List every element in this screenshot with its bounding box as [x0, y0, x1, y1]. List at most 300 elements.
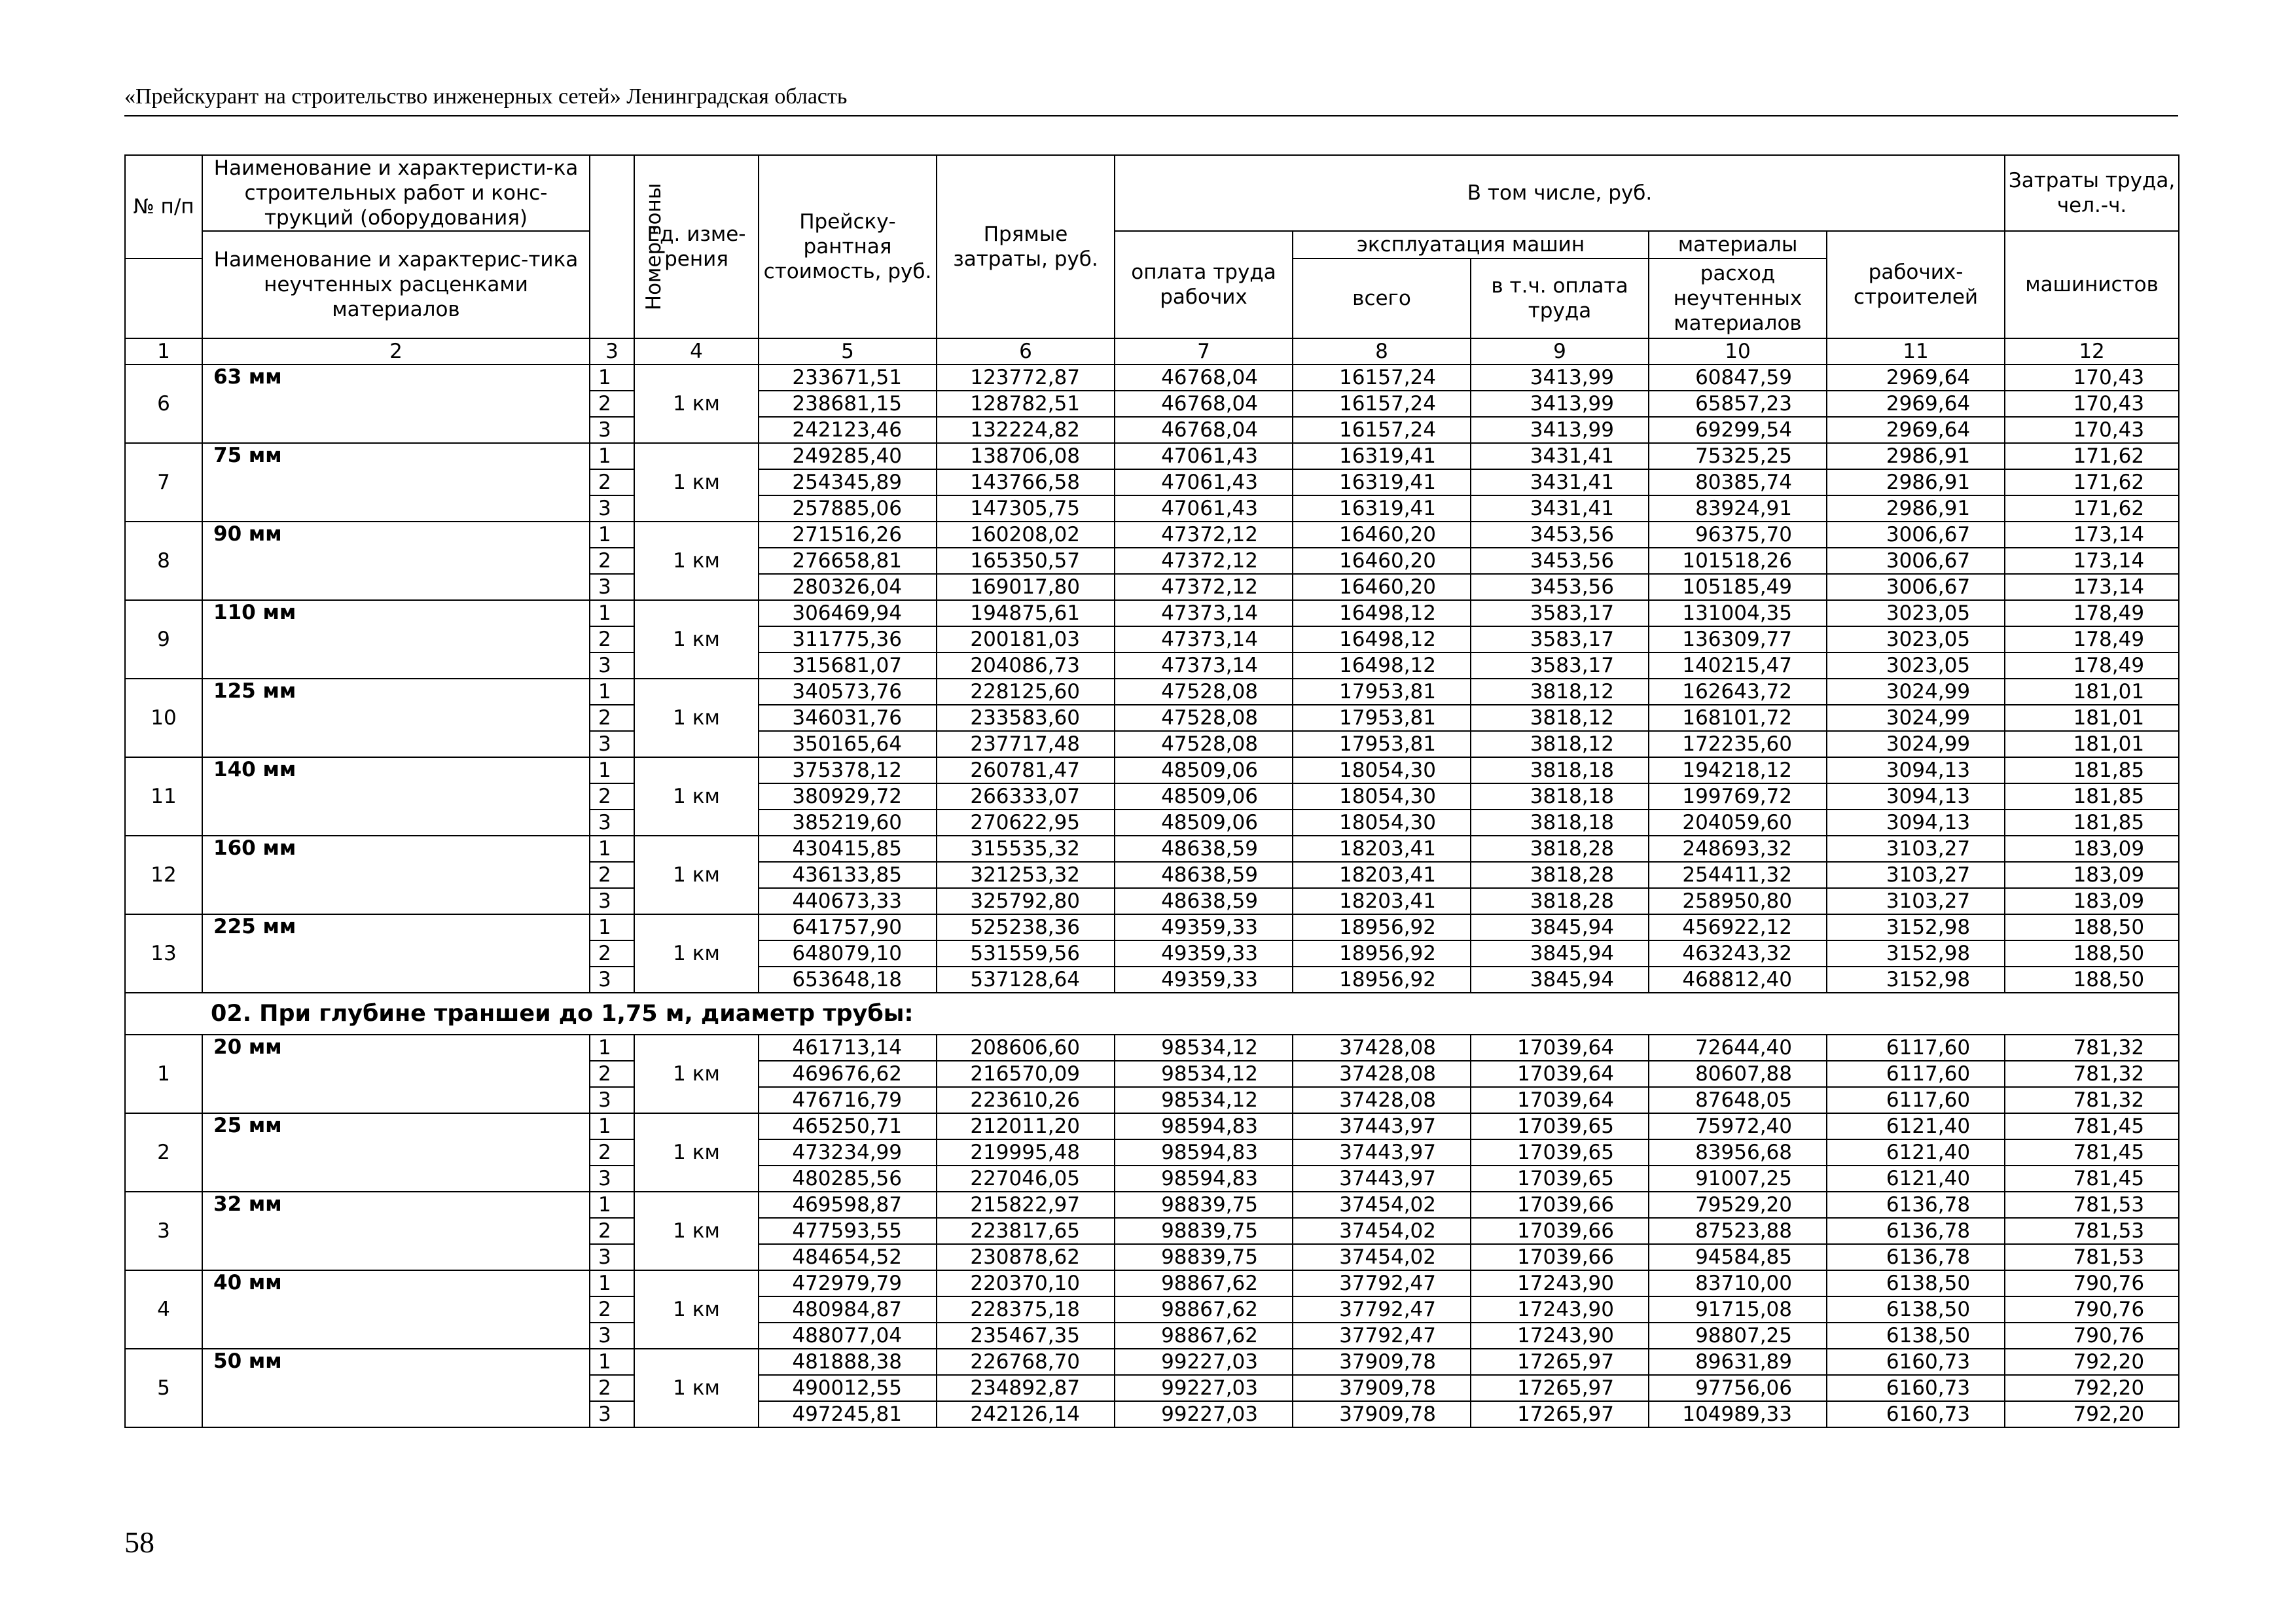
- machines-total-cell: 17953,81: [1293, 679, 1471, 705]
- materials-cell: 140215,47: [1649, 652, 1827, 679]
- unit: 1 км: [634, 679, 759, 757]
- column-number: 6: [937, 338, 1115, 365]
- zone-number: 2: [590, 548, 634, 574]
- zone-number: 1: [590, 914, 634, 940]
- price-cell: 311775,36: [759, 626, 937, 652]
- table-row: [125, 1113, 2179, 1139]
- labor-pay-cell: 49359,33: [1115, 967, 1293, 993]
- machines-labor-cell: 17243,90: [1471, 1296, 1649, 1323]
- price-cell: 430415,85: [759, 836, 937, 862]
- unit: 1 км: [634, 1192, 759, 1270]
- price-cell: 481888,38: [759, 1349, 937, 1375]
- workers-cell: 6121,40: [1827, 1139, 2005, 1166]
- machinists-cell: 183,09: [2005, 862, 2179, 888]
- machines-labor-cell: 3818,28: [1471, 836, 1649, 862]
- pipe-diameter: 75 мм: [202, 443, 590, 522]
- machines-total-cell: 18956,92: [1293, 940, 1471, 967]
- materials-cell: 468812,40: [1649, 967, 1827, 993]
- table-row: [125, 1035, 2179, 1061]
- machines-labor-cell: 3818,12: [1471, 731, 1649, 757]
- machinists-cell: 781,45: [2005, 1166, 2179, 1192]
- column-number: 11: [1827, 338, 2005, 365]
- workers-cell: 2969,64: [1827, 417, 2005, 443]
- machines-total-cell: 16460,20: [1293, 522, 1471, 548]
- machines-total-cell: 18956,92: [1293, 967, 1471, 993]
- machinists-cell: 188,50: [2005, 914, 2179, 940]
- direct-costs-cell: 525238,36: [937, 914, 1115, 940]
- machines-total-cell: 16498,12: [1293, 652, 1471, 679]
- unit: 1 км: [634, 757, 759, 836]
- zone-number: 1: [590, 443, 634, 469]
- workers-cell: 3103,27: [1827, 888, 2005, 914]
- workers-cell: 6138,50: [1827, 1323, 2005, 1349]
- direct-costs-cell: 208606,60: [937, 1035, 1115, 1061]
- table-row: [125, 1192, 2179, 1218]
- direct-costs-cell: 226768,70: [937, 1349, 1115, 1375]
- machines-total-cell: 16157,24: [1293, 365, 1471, 391]
- zone-number: 3: [590, 652, 634, 679]
- zone-number: 1: [590, 522, 634, 548]
- materials-cell: 91007,25: [1649, 1166, 1827, 1192]
- row-number: 7: [125, 443, 202, 522]
- direct-costs-cell: 216570,09: [937, 1061, 1115, 1087]
- direct-costs-cell: 537128,64: [937, 967, 1115, 993]
- row-number: 13: [125, 914, 202, 993]
- workers-cell: 3024,99: [1827, 679, 2005, 705]
- zone-number: 2: [590, 1139, 634, 1166]
- machinists-cell: 781,32: [2005, 1087, 2179, 1113]
- row-number: 5: [125, 1349, 202, 1427]
- machines-labor-cell: 3431,41: [1471, 443, 1649, 469]
- direct-costs-cell: 234892,87: [937, 1375, 1115, 1401]
- direct-costs-cell: 147305,75: [937, 495, 1115, 522]
- labor-pay-cell: 47528,08: [1115, 679, 1293, 705]
- table-row: [125, 522, 2179, 548]
- header-num: № п/п: [125, 155, 202, 259]
- row-number: 12: [125, 836, 202, 914]
- price-cell: 469676,62: [759, 1061, 937, 1087]
- labor-pay-cell: 98839,75: [1115, 1244, 1293, 1270]
- workers-cell: 6136,78: [1827, 1244, 2005, 1270]
- table-body-section-02: [125, 1035, 2179, 1427]
- materials-cell: 194218,12: [1649, 757, 1827, 783]
- workers-cell: 3024,99: [1827, 731, 2005, 757]
- pipe-diameter: 32 мм: [202, 1192, 590, 1270]
- machines-labor-cell: 3413,99: [1471, 365, 1649, 391]
- machines-total-cell: 16157,24: [1293, 391, 1471, 417]
- zone-number: 1: [590, 365, 634, 391]
- column-number: 1: [125, 338, 202, 365]
- labor-pay-cell: 47372,12: [1115, 522, 1293, 548]
- machines-labor-cell: 17039,64: [1471, 1061, 1649, 1087]
- machines-total-cell: 18203,41: [1293, 862, 1471, 888]
- materials-cell: 91715,08: [1649, 1296, 1827, 1323]
- machinists-cell: 181,01: [2005, 679, 2179, 705]
- unit: 1 км: [634, 1349, 759, 1427]
- price-cell: 271516,26: [759, 522, 937, 548]
- workers-cell: 3006,67: [1827, 522, 2005, 548]
- direct-costs-cell: 315535,32: [937, 836, 1115, 862]
- unit: 1 км: [634, 836, 759, 914]
- labor-pay-cell: 98594,83: [1115, 1139, 1293, 1166]
- header-zone: [590, 155, 666, 338]
- zone-number: 2: [590, 391, 634, 417]
- machines-labor-cell: 3818,18: [1471, 783, 1649, 810]
- pipe-diameter: 160 мм: [202, 836, 590, 914]
- machinists-cell: 178,49: [2005, 600, 2179, 626]
- machines-labor-cell: 3413,99: [1471, 417, 1649, 443]
- header-num-spacer: [125, 259, 202, 338]
- machines-total-cell: 18054,30: [1293, 783, 1471, 810]
- price-cell: 257885,06: [759, 495, 937, 522]
- section-title: 02. При глубине траншеи до 1,75 м, диаметр трубы:: [125, 993, 2179, 1035]
- machines-labor-cell: 17039,65: [1471, 1139, 1649, 1166]
- zone-number: 1: [590, 1270, 634, 1296]
- header-name-materials: Наименование и характерис-тика неучтенных расценками материалов: [202, 231, 590, 338]
- pipe-diameter: 20 мм: [202, 1035, 590, 1113]
- zone-number: 1: [590, 1192, 634, 1218]
- workers-cell: 3023,05: [1827, 626, 2005, 652]
- unit: 1 км: [634, 1035, 759, 1113]
- machines-labor-cell: 3818,12: [1471, 705, 1649, 731]
- materials-cell: 204059,60: [1649, 810, 1827, 836]
- workers-cell: 3094,13: [1827, 757, 2005, 783]
- direct-costs-cell: 220370,10: [937, 1270, 1115, 1296]
- column-number: 2: [202, 338, 590, 365]
- machines-total-cell: 37443,97: [1293, 1113, 1471, 1139]
- materials-cell: 248693,32: [1649, 836, 1827, 862]
- section-header-body: [125, 993, 2179, 1035]
- machines-labor-cell: 3818,18: [1471, 810, 1649, 836]
- direct-costs-cell: 228125,60: [937, 679, 1115, 705]
- labor-pay-cell: 47372,12: [1115, 574, 1293, 600]
- labor-pay-cell: 47373,14: [1115, 600, 1293, 626]
- workers-cell: 3023,05: [1827, 652, 2005, 679]
- materials-cell: 199769,72: [1649, 783, 1827, 810]
- labor-pay-cell: 48509,06: [1115, 783, 1293, 810]
- materials-cell: 131004,35: [1649, 600, 1827, 626]
- machines-total-cell: 18956,92: [1293, 914, 1471, 940]
- materials-cell: 101518,26: [1649, 548, 1827, 574]
- table-row: [125, 679, 2179, 705]
- price-cell: 380929,72: [759, 783, 937, 810]
- machines-total-cell: 16460,20: [1293, 574, 1471, 600]
- machines-labor-cell: 3431,41: [1471, 469, 1649, 495]
- direct-costs-cell: 200181,03: [937, 626, 1115, 652]
- machines-labor-cell: 3583,17: [1471, 626, 1649, 652]
- unit: 1 км: [634, 365, 759, 443]
- labor-pay-cell: 98534,12: [1115, 1035, 1293, 1061]
- machinists-cell: 171,62: [2005, 495, 2179, 522]
- machinists-cell: 781,32: [2005, 1035, 2179, 1061]
- machinists-cell: 792,20: [2005, 1375, 2179, 1401]
- zone-number: 1: [590, 757, 634, 783]
- section-header-row: [125, 993, 2179, 1035]
- labor-pay-cell: 99227,03: [1115, 1375, 1293, 1401]
- materials-cell: 162643,72: [1649, 679, 1827, 705]
- pipe-diameter: 140 мм: [202, 757, 590, 836]
- labor-pay-cell: 49359,33: [1115, 940, 1293, 967]
- row-number: 11: [125, 757, 202, 836]
- labor-pay-cell: 47061,43: [1115, 469, 1293, 495]
- price-cell: 276658,81: [759, 548, 937, 574]
- price-cell: 472979,79: [759, 1270, 937, 1296]
- labor-pay-cell: 98594,83: [1115, 1113, 1293, 1139]
- row-number: 10: [125, 679, 202, 757]
- price-cell: 346031,76: [759, 705, 937, 731]
- zone-number: 3: [590, 1401, 634, 1427]
- machines-labor-cell: 3453,56: [1471, 548, 1649, 574]
- materials-cell: 168101,72: [1649, 705, 1827, 731]
- materials-cell: 258950,80: [1649, 888, 1827, 914]
- price-cell: 280326,04: [759, 574, 937, 600]
- labor-pay-cell: 98594,83: [1115, 1166, 1293, 1192]
- machines-labor-cell: 17243,90: [1471, 1270, 1649, 1296]
- header-zone-label: Номер зоны: [642, 183, 666, 311]
- labor-pay-cell: 48638,59: [1115, 862, 1293, 888]
- direct-costs-cell: 233583,60: [937, 705, 1115, 731]
- workers-cell: 3103,27: [1827, 836, 2005, 862]
- materials-cell: 463243,32: [1649, 940, 1827, 967]
- zone-number: 3: [590, 810, 634, 836]
- workers-cell: 3152,98: [1827, 967, 2005, 993]
- table-row: [125, 443, 2179, 469]
- direct-costs-cell: 138706,08: [937, 443, 1115, 469]
- zone-number: 3: [590, 1087, 634, 1113]
- price-cell: 385219,60: [759, 810, 937, 836]
- table-row: [125, 365, 2179, 391]
- header-price: Прейску-рантная стоимость, руб.: [759, 155, 937, 338]
- machines-total-cell: 37443,97: [1293, 1139, 1471, 1166]
- machinists-cell: 781,53: [2005, 1244, 2179, 1270]
- table-body-section-01: [125, 365, 2179, 993]
- machinists-cell: 170,43: [2005, 391, 2179, 417]
- workers-cell: 3103,27: [1827, 862, 2005, 888]
- price-cell: 497245,81: [759, 1401, 937, 1427]
- labor-pay-cell: 98839,75: [1115, 1218, 1293, 1244]
- zone-number: 3: [590, 1323, 634, 1349]
- pipe-diameter: 63 мм: [202, 365, 590, 443]
- labor-pay-cell: 48638,59: [1115, 888, 1293, 914]
- materials-cell: 136309,77: [1649, 626, 1827, 652]
- machinists-cell: 781,45: [2005, 1139, 2179, 1166]
- price-cell: 465250,71: [759, 1113, 937, 1139]
- zone-number: 1: [590, 836, 634, 862]
- price-cell: 484654,52: [759, 1244, 937, 1270]
- zone-number: 2: [590, 1218, 634, 1244]
- row-number: 1: [125, 1035, 202, 1113]
- labor-pay-cell: 98839,75: [1115, 1192, 1293, 1218]
- header-rule: [124, 115, 2178, 116]
- machines-labor-cell: 17039,65: [1471, 1113, 1649, 1139]
- labor-pay-cell: 47373,14: [1115, 626, 1293, 652]
- machinists-cell: 170,43: [2005, 417, 2179, 443]
- machines-labor-cell: 3845,94: [1471, 914, 1649, 940]
- zone-number: 3: [590, 731, 634, 757]
- price-cell: 641757,90: [759, 914, 937, 940]
- row-number: 8: [125, 522, 202, 600]
- machinists-cell: 171,62: [2005, 469, 2179, 495]
- machines-total-cell: 37454,02: [1293, 1192, 1471, 1218]
- machines-labor-cell: 17265,97: [1471, 1375, 1649, 1401]
- workers-cell: 2986,91: [1827, 443, 2005, 469]
- unit: 1 км: [634, 522, 759, 600]
- unit: 1 км: [634, 1270, 759, 1349]
- workers-cell: 2969,64: [1827, 365, 2005, 391]
- labor-pay-cell: 98534,12: [1115, 1061, 1293, 1087]
- header-labor-costs: Затраты труда, чел.-ч.: [2005, 155, 2179, 231]
- machines-total-cell: 37454,02: [1293, 1218, 1471, 1244]
- pipe-diameter: 50 мм: [202, 1349, 590, 1427]
- materials-cell: 94584,85: [1649, 1244, 1827, 1270]
- labor-pay-cell: 47372,12: [1115, 548, 1293, 574]
- zone-number: 2: [590, 705, 634, 731]
- direct-costs-cell: 194875,61: [937, 600, 1115, 626]
- zone-number: 2: [590, 783, 634, 810]
- machinists-cell: 781,45: [2005, 1113, 2179, 1139]
- workers-cell: 3023,05: [1827, 600, 2005, 626]
- machines-labor-cell: 17039,64: [1471, 1035, 1649, 1061]
- row-number: 4: [125, 1270, 202, 1349]
- header-machines: эксплуатация машин: [1293, 231, 1649, 259]
- labor-pay-cell: 98867,62: [1115, 1270, 1293, 1296]
- workers-cell: 2986,91: [1827, 469, 2005, 495]
- machines-total-cell: 16460,20: [1293, 548, 1471, 574]
- materials-cell: 98807,25: [1649, 1323, 1827, 1349]
- direct-costs-cell: 215822,97: [937, 1192, 1115, 1218]
- header-materials-consumption: расход неучтенных материалов: [1649, 259, 1827, 338]
- machines-total-cell: 18203,41: [1293, 888, 1471, 914]
- labor-pay-cell: 48509,06: [1115, 757, 1293, 783]
- materials-cell: 87523,88: [1649, 1218, 1827, 1244]
- machinists-cell: 170,43: [2005, 365, 2179, 391]
- machinists-cell: 181,01: [2005, 705, 2179, 731]
- materials-cell: 83924,91: [1649, 495, 1827, 522]
- labor-pay-cell: 98867,62: [1115, 1296, 1293, 1323]
- price-table: [124, 154, 2179, 1428]
- machines-total-cell: 37909,78: [1293, 1401, 1471, 1427]
- machines-labor-cell: 3583,17: [1471, 652, 1649, 679]
- column-number: 9: [1471, 338, 1649, 365]
- machines-total-cell: 37909,78: [1293, 1375, 1471, 1401]
- direct-costs-cell: 227046,05: [937, 1166, 1115, 1192]
- workers-cell: 6121,40: [1827, 1166, 2005, 1192]
- materials-cell: 87648,05: [1649, 1087, 1827, 1113]
- price-cell: 254345,89: [759, 469, 937, 495]
- machines-total-cell: 16319,41: [1293, 469, 1471, 495]
- header-machinists: машинистов: [2005, 231, 2179, 338]
- machinists-cell: 173,14: [2005, 522, 2179, 548]
- price-cell: 461713,14: [759, 1035, 937, 1061]
- machinists-cell: 181,85: [2005, 757, 2179, 783]
- machines-total-cell: 37909,78: [1293, 1349, 1471, 1375]
- materials-cell: 72644,40: [1649, 1035, 1827, 1061]
- machinists-cell: 173,14: [2005, 548, 2179, 574]
- direct-costs-cell: 223817,65: [937, 1218, 1115, 1244]
- direct-costs-cell: 223610,26: [937, 1087, 1115, 1113]
- machinists-cell: 171,62: [2005, 443, 2179, 469]
- machines-total-cell: 16157,24: [1293, 417, 1471, 443]
- direct-costs-cell: 531559,56: [937, 940, 1115, 967]
- table-row: [125, 836, 2179, 862]
- materials-cell: 80607,88: [1649, 1061, 1827, 1087]
- price-cell: 469598,87: [759, 1192, 937, 1218]
- header-including: В том числе, руб.: [1115, 155, 2005, 231]
- machinists-cell: 790,76: [2005, 1323, 2179, 1349]
- machines-total-cell: 16319,41: [1293, 443, 1471, 469]
- price-cell: 350165,64: [759, 731, 937, 757]
- machines-labor-cell: 17265,97: [1471, 1349, 1649, 1375]
- direct-costs-cell: 204086,73: [937, 652, 1115, 679]
- machinists-cell: 790,76: [2005, 1270, 2179, 1296]
- machinists-cell: 183,09: [2005, 836, 2179, 862]
- machines-total-cell: 18054,30: [1293, 810, 1471, 836]
- materials-cell: 172235,60: [1649, 731, 1827, 757]
- materials-cell: 254411,32: [1649, 862, 1827, 888]
- pipe-diameter: 125 мм: [202, 679, 590, 757]
- labor-pay-cell: 99227,03: [1115, 1349, 1293, 1375]
- header-machines-labor: в т.ч. оплата труда: [1471, 259, 1649, 338]
- labor-pay-cell: 48509,06: [1115, 810, 1293, 836]
- header-labor-pay: оплата труда рабочих: [1115, 231, 1293, 338]
- labor-pay-cell: 48638,59: [1115, 836, 1293, 862]
- direct-costs-cell: 219995,48: [937, 1139, 1115, 1166]
- direct-costs-cell: 270622,95: [937, 810, 1115, 836]
- direct-costs-cell: 132224,82: [937, 417, 1115, 443]
- materials-cell: 69299,54: [1649, 417, 1827, 443]
- direct-costs-cell: 169017,80: [937, 574, 1115, 600]
- zone-number: 1: [590, 1035, 634, 1061]
- pipe-diameter: 40 мм: [202, 1270, 590, 1349]
- direct-costs-cell: 123772,87: [937, 365, 1115, 391]
- materials-cell: 105185,49: [1649, 574, 1827, 600]
- direct-costs-cell: 230878,62: [937, 1244, 1115, 1270]
- workers-cell: 2969,64: [1827, 391, 2005, 417]
- materials-cell: 79529,20: [1649, 1192, 1827, 1218]
- machines-total-cell: 37428,08: [1293, 1035, 1471, 1061]
- labor-pay-cell: 47061,43: [1115, 495, 1293, 522]
- price-cell: 440673,33: [759, 888, 937, 914]
- machines-total-cell: 37428,08: [1293, 1061, 1471, 1087]
- machinists-cell: 188,50: [2005, 967, 2179, 993]
- labor-pay-cell: 46768,04: [1115, 391, 1293, 417]
- price-cell: 315681,07: [759, 652, 937, 679]
- zone-number: 1: [590, 600, 634, 626]
- workers-cell: 6136,78: [1827, 1218, 2005, 1244]
- workers-cell: 2986,91: [1827, 495, 2005, 522]
- labor-pay-cell: 98867,62: [1115, 1323, 1293, 1349]
- direct-costs-cell: 266333,07: [937, 783, 1115, 810]
- zone-number: 1: [590, 1349, 634, 1375]
- zone-number: 3: [590, 1244, 634, 1270]
- machines-labor-cell: 3845,94: [1471, 967, 1649, 993]
- header-name-works: Наименование и характеристи-ка строительных работ и конс-трукций (оборудования): [202, 155, 590, 231]
- workers-cell: 6138,50: [1827, 1296, 2005, 1323]
- workers-cell: 6136,78: [1827, 1192, 2005, 1218]
- materials-cell: 75972,40: [1649, 1113, 1827, 1139]
- direct-costs-cell: 143766,58: [937, 469, 1115, 495]
- zone-number: 1: [590, 1113, 634, 1139]
- labor-pay-cell: 47528,08: [1115, 731, 1293, 757]
- machines-total-cell: 37792,47: [1293, 1296, 1471, 1323]
- zone-number: 2: [590, 1375, 634, 1401]
- labor-pay-cell: 99227,03: [1115, 1401, 1293, 1427]
- machines-labor-cell: 17265,97: [1471, 1401, 1649, 1427]
- machines-total-cell: 37792,47: [1293, 1270, 1471, 1296]
- column-number: 8: [1293, 338, 1471, 365]
- machines-total-cell: 17953,81: [1293, 731, 1471, 757]
- direct-costs-cell: 325792,80: [937, 888, 1115, 914]
